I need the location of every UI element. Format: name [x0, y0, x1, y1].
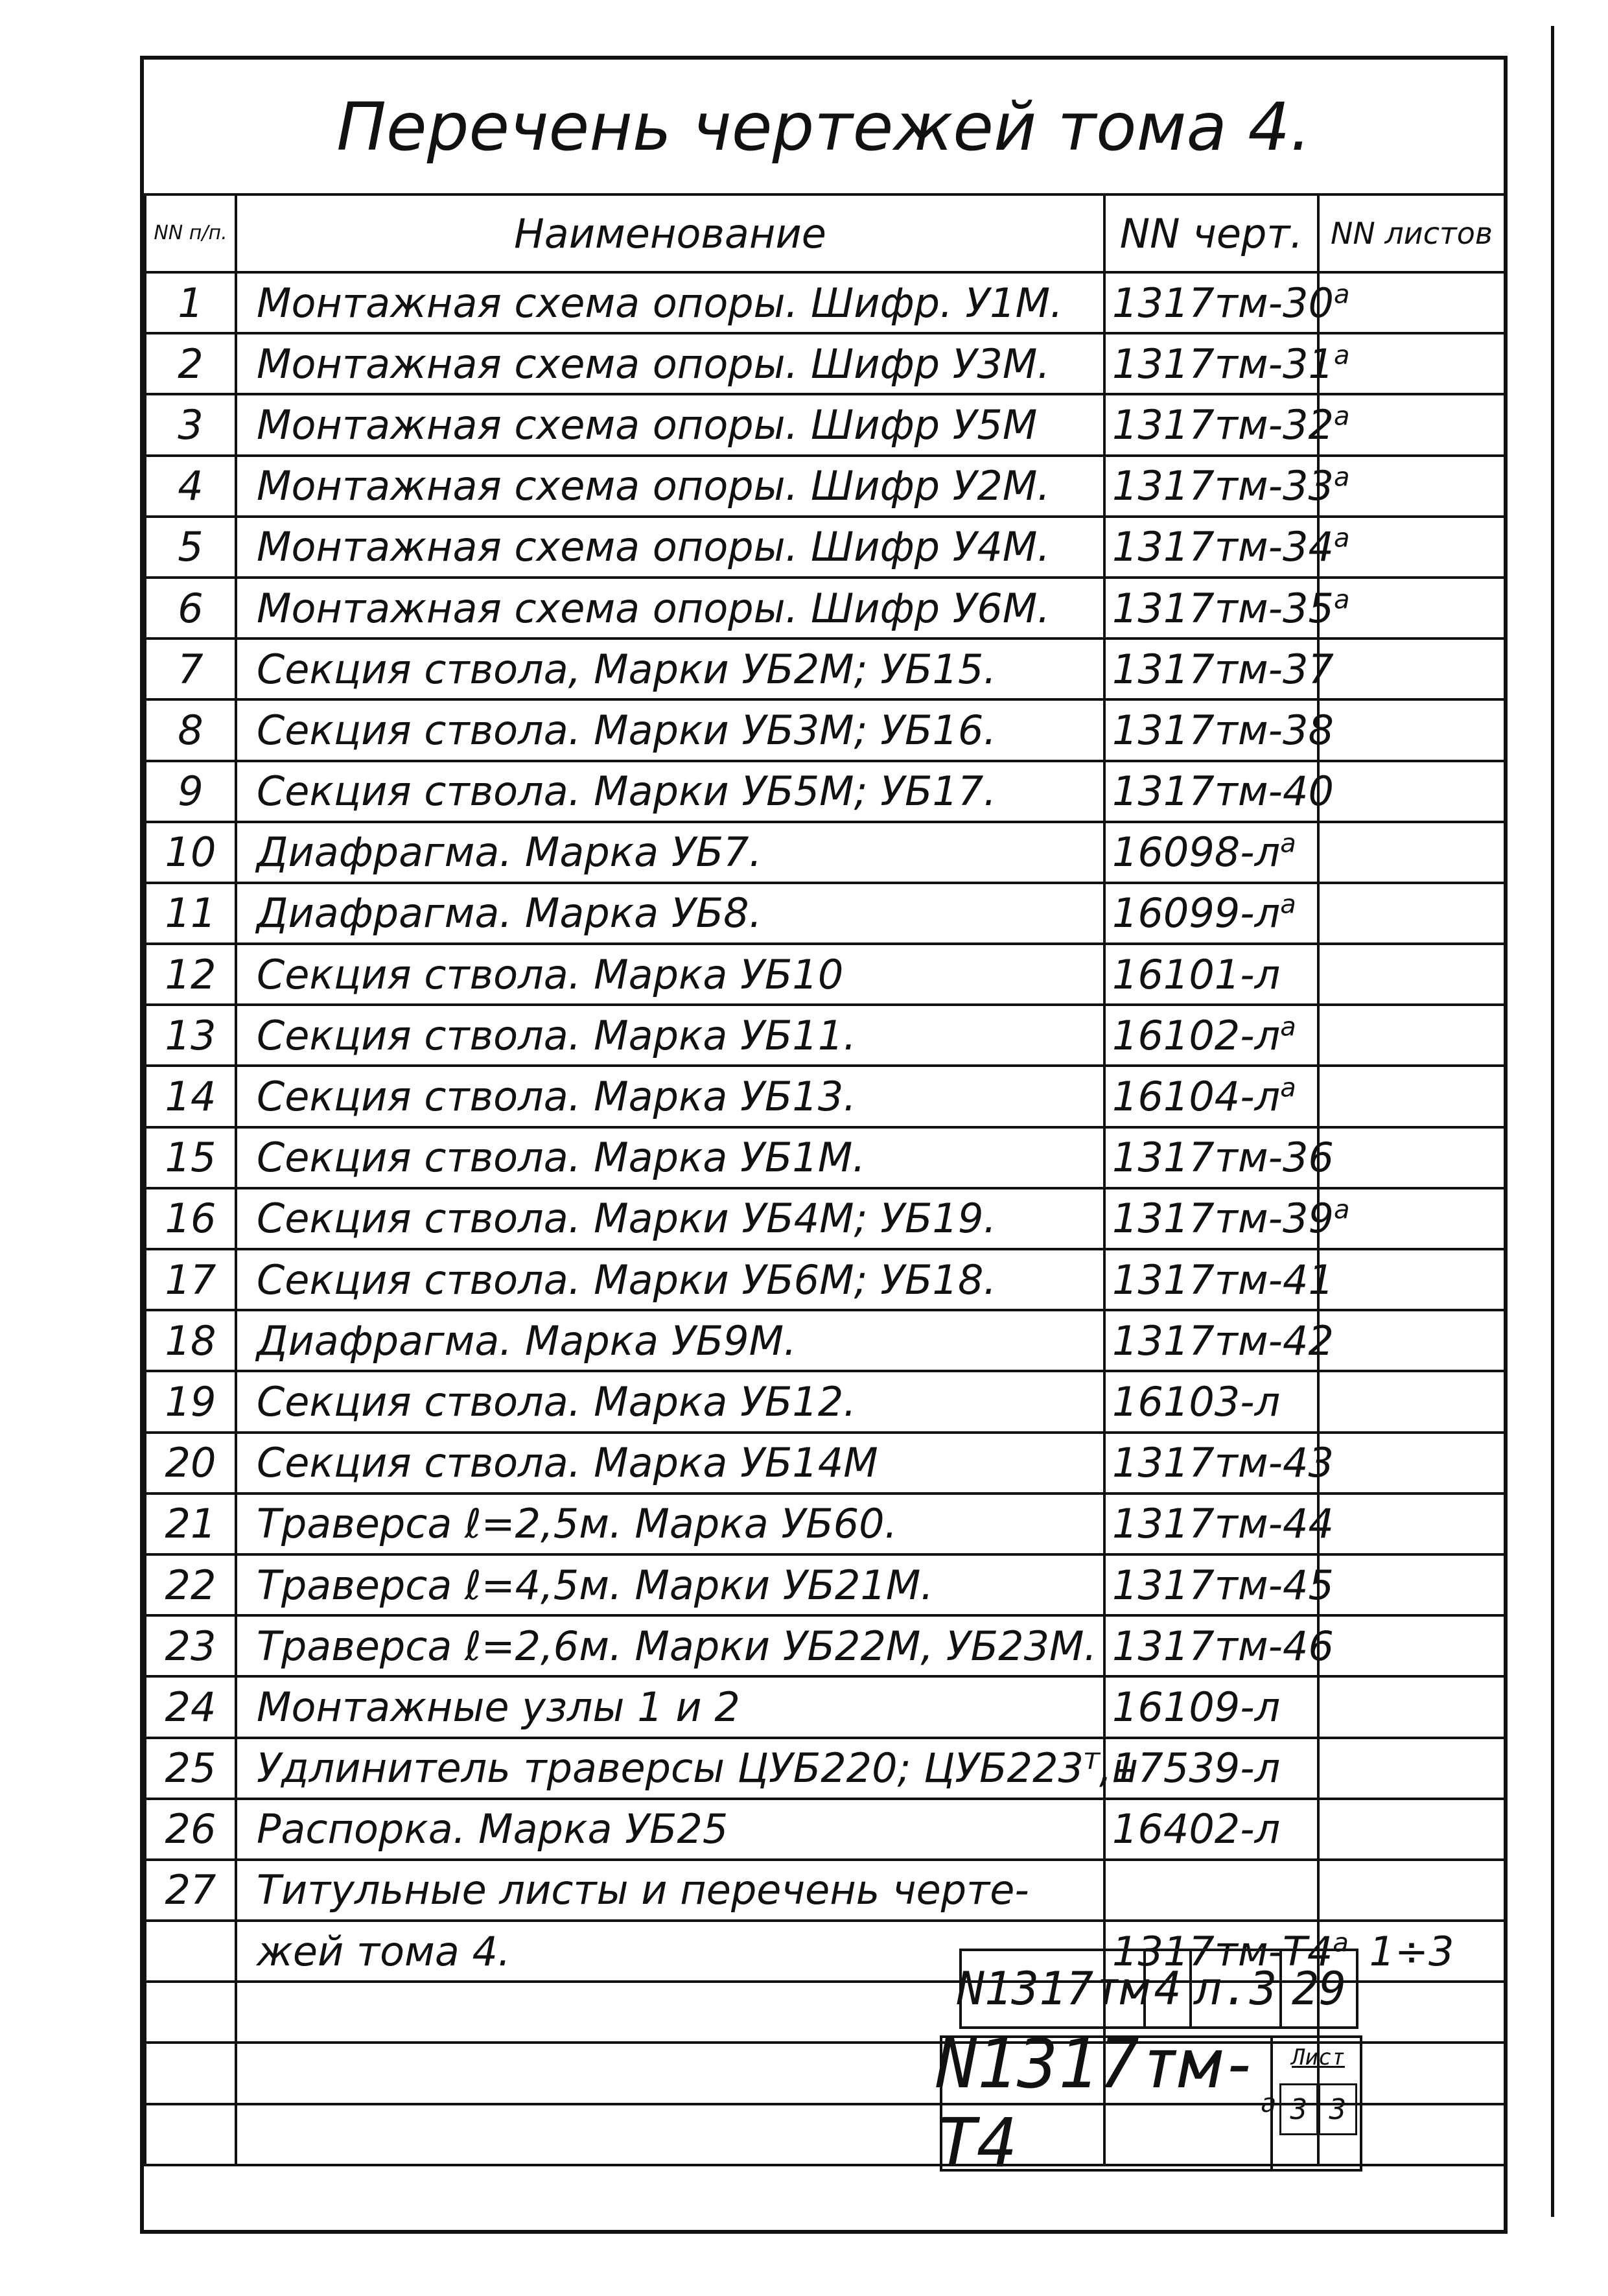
row-drawing-code-cell — [1104, 578, 1350, 638]
row-number — [145, 1921, 236, 1982]
table-row — [145, 1005, 1505, 1066]
row-drawing-code-cell — [1104, 1371, 1318, 1432]
row-drawing-code-cell — [1104, 1188, 1350, 1249]
table-row — [145, 761, 1505, 822]
row-drawing-code: 1317тм-30 — [1112, 279, 1334, 327]
table-row — [145, 883, 1505, 944]
page-title: Перечень чертежей тома 4. — [336, 89, 1311, 166]
row-revision-mark: a — [1333, 523, 1350, 554]
row-title: Траверса ℓ=4,5м. Марки УБ21М. — [236, 1554, 1104, 1615]
row-drawing-code-cell — [1104, 1799, 1318, 1860]
stamp-sheet-number: 3 — [1279, 2083, 1318, 2135]
row-drawing-code-cell — [1104, 1494, 1334, 1554]
row-number: 25 — [145, 1738, 236, 1799]
small-stamp — [959, 1949, 1358, 2029]
header-drawing: NN черт. — [1104, 194, 1318, 272]
header-name: Наименование — [236, 194, 1104, 272]
row-drawing-code: 1317тм-43 — [1112, 1439, 1334, 1487]
binding-edge-line — [1551, 26, 1554, 2217]
row-drawing-code: 1317тм-40 — [1112, 767, 1334, 815]
table-row — [145, 699, 1505, 760]
table-row — [145, 638, 1505, 699]
row-drawing-code-cell — [1104, 761, 1334, 822]
row-sheets — [1318, 1371, 1505, 1432]
row-sheets: 1÷3 — [1318, 1921, 1505, 1982]
row-sheets — [1318, 761, 1505, 822]
small-stamp-volume: 4 — [1146, 1951, 1192, 2026]
row-sheets — [1318, 1066, 1505, 1127]
stamp-code-text: N1317тм-Т4 — [936, 2024, 1261, 2183]
row-title: Титульные листы и перечень черте- — [236, 1860, 1104, 1921]
row-sheets — [1318, 638, 1505, 699]
row-drawing-code-cell — [1104, 1676, 1318, 1737]
row-drawing-code: 1317тм-42 — [1112, 1317, 1334, 1365]
row-drawing-code: 1317тм-41 — [1112, 1256, 1334, 1304]
row-revision-mark: a — [1280, 1012, 1296, 1042]
header-num: NN п/п. — [145, 194, 236, 272]
row-title: Траверса ℓ=2,5м. Марка УБ60. — [236, 1494, 1104, 1554]
row-sheets — [1318, 883, 1505, 944]
row-drawing-code: 16109-л — [1112, 1683, 1281, 1731]
drawing-sheet-frame — [140, 56, 1508, 2234]
row-drawing-code: 16103-л — [1112, 1377, 1281, 1425]
stamp-sheet-label: Лист — [1292, 2044, 1345, 2070]
stamp-document-code — [936, 2024, 1277, 2183]
row-drawing-code: 17539-л — [1112, 1744, 1281, 1792]
row-sheets — [1318, 1615, 1505, 1676]
row-title: Диафрагма. Марка УБ8. — [236, 883, 1104, 944]
row-title: Монтажные узлы 1 и 2 — [236, 1676, 1104, 1737]
table-row — [145, 1554, 1505, 1615]
row-drawing-code: 1317тм-31 — [1112, 340, 1334, 388]
table-row — [145, 822, 1505, 883]
row-title: Монтажная схема опоры. Шифр У3М. — [236, 333, 1104, 394]
row-drawing-code: 16098-л — [1112, 828, 1281, 876]
row-title: Диафрагма. Марка УБ9М. — [236, 1310, 1104, 1371]
row-number — [145, 2043, 236, 2103]
row-title: Удлинитель траверсы ЦУБ220; ЦУБ223ᵀ,н — [236, 1738, 1104, 1799]
row-revision-mark: a — [1280, 1073, 1296, 1103]
row-number: 9 — [145, 761, 236, 822]
drawings-table — [144, 193, 1506, 2166]
row-drawing-code-cell — [1104, 272, 1350, 333]
row-drawing-code-cell — [1104, 883, 1318, 944]
small-stamp-total: 29 — [1292, 1962, 1347, 2015]
table-header-row — [145, 194, 1505, 272]
row-number: 23 — [145, 1615, 236, 1676]
row-drawing-code-cell — [1104, 333, 1350, 394]
row-title: Секция ствола, Марки УБ2М; УБ15. — [236, 638, 1104, 699]
row-drawing-code: 16099-л — [1112, 889, 1281, 937]
row-drawing-code-cell — [1104, 1615, 1334, 1676]
row-number: 4 — [145, 456, 236, 517]
row-drawing-code: 1317тм-34 — [1112, 523, 1334, 571]
row-drawing-code: 1317тм-38 — [1112, 706, 1334, 754]
row-drawing-code: 1317тм-46 — [1112, 1622, 1334, 1670]
row-sheets — [1318, 1799, 1505, 1860]
table-row — [145, 1615, 1505, 1676]
row-number: 2 — [145, 333, 236, 394]
row-revision-mark: a — [1280, 828, 1296, 859]
row-drawing-code: 16402-л — [1112, 1805, 1281, 1853]
row-drawing-code-cell — [1104, 1005, 1318, 1066]
row-number: 19 — [145, 1371, 236, 1432]
row-number: 5 — [145, 517, 236, 578]
table-row — [145, 1494, 1505, 1554]
row-drawing-code-cell — [1104, 1738, 1318, 1799]
row-drawing-code: 1317тм-32 — [1112, 401, 1334, 449]
row-drawing-code: 16102-л — [1112, 1011, 1281, 1059]
table-row — [145, 1249, 1505, 1310]
row-number: 15 — [145, 1127, 236, 1188]
row-title: Секция ствола. Марки УБ4М; УБ19. — [236, 1188, 1104, 1249]
row-revision-mark: a — [1333, 279, 1350, 309]
row-number: 24 — [145, 1676, 236, 1737]
table-row — [145, 1860, 1505, 1921]
row-sheets — [1318, 1249, 1505, 1310]
header-sheets: NN листов — [1318, 194, 1505, 272]
row-drawing-code: 1317тм-45 — [1112, 1561, 1334, 1609]
row-drawing-code: 16104-л — [1112, 1073, 1281, 1121]
table-row — [145, 1676, 1505, 1737]
row-revision-mark: a — [1333, 584, 1350, 615]
row-revision-mark: a — [1333, 462, 1350, 493]
row-title: Монтажная схема опоры. Шифр. У1М. — [236, 272, 1104, 333]
row-number: 26 — [145, 1799, 236, 1860]
row-title: жей тома 4. — [236, 1921, 1104, 1982]
row-title: Диафрагма. Марка УБ7. — [236, 822, 1104, 883]
row-drawing-code: 1317тм-39 — [1112, 1195, 1334, 1243]
row-title: Траверса ℓ=2,6м. Марки УБ22М, УБ23М. — [236, 1615, 1104, 1676]
row-drawing-code-cell — [1104, 1066, 1318, 1127]
row-title: Секция ствола. Марки УБ3М; УБ16. — [236, 699, 1104, 760]
row-number: 27 — [145, 1860, 236, 1921]
row-drawing-code-cell — [1104, 517, 1350, 578]
row-drawing-code: 1317тм-44 — [1112, 1500, 1334, 1548]
row-number: 21 — [145, 1494, 236, 1554]
row-number: 10 — [145, 822, 236, 883]
row-number: 14 — [145, 1066, 236, 1127]
row-drawing-code-cell — [1104, 456, 1350, 517]
stamp-revision: a — [1261, 2089, 1277, 2118]
table-row — [145, 1799, 1505, 1860]
table-row — [145, 1066, 1505, 1127]
table-row — [145, 394, 1505, 455]
row-drawing-code-cell — [1104, 1860, 1318, 1921]
row-drawing-code: 1317тм-36 — [1112, 1134, 1334, 1182]
row-drawing-code: 1317тм-33 — [1112, 462, 1334, 510]
row-drawing-code: 1317тм-37 — [1112, 645, 1334, 693]
row-number: 20 — [145, 1433, 236, 1494]
small-stamp-code: N1317тм — [962, 1951, 1146, 2026]
row-number: 3 — [145, 394, 236, 455]
row-number: 6 — [145, 578, 236, 638]
row-number — [145, 1982, 236, 2043]
stamp-sheet-cells — [1279, 2083, 1357, 2135]
row-drawing-code: 1317тм-Т4 — [1112, 1927, 1333, 1975]
row-revision-mark: a — [1280, 889, 1296, 920]
row-title: Секция ствола. Марка УБ12. — [236, 1371, 1104, 1432]
row-drawing-code-cell — [1104, 1310, 1334, 1371]
table-row — [145, 1433, 1505, 1494]
row-title: Секция ствола. Марка УБ1М. — [236, 1127, 1104, 1188]
row-title: Секция ствола. Марка УБ13. — [236, 1066, 1104, 1127]
row-number: 8 — [145, 699, 236, 760]
table-row — [145, 1371, 1505, 1432]
row-revision-mark: a — [1333, 401, 1350, 432]
table-row — [145, 578, 1505, 638]
row-title: Монтажная схема опоры. Шифр У2М. — [236, 456, 1104, 517]
row-drawing-code-cell — [1104, 1554, 1334, 1615]
row-sheets — [1318, 1860, 1505, 1921]
row-number: 11 — [145, 883, 236, 944]
row-number: 18 — [145, 1310, 236, 1371]
row-title: Секция ствола. Марка УБ11. — [236, 1005, 1104, 1066]
table-row — [145, 272, 1505, 333]
row-drawing-code-cell — [1104, 1249, 1334, 1310]
row-sheets — [1318, 1738, 1505, 1799]
row-sheets — [1318, 1494, 1505, 1554]
row-drawing-code: 1317тм-35 — [1112, 584, 1334, 632]
row-title: Секция ствола. Марки УБ6М; УБ18. — [236, 1249, 1104, 1310]
table-row — [145, 456, 1505, 517]
row-title: Секция ствола. Марка УБ10 — [236, 944, 1104, 1005]
table-row — [145, 1738, 1505, 1799]
table-row — [145, 517, 1505, 578]
row-sheets — [1318, 1127, 1505, 1188]
table-body — [145, 272, 1505, 2165]
stamp-sheet-count: 3 — [1318, 2083, 1357, 2135]
row-number: 12 — [145, 944, 236, 1005]
row-number: 7 — [145, 638, 236, 699]
row-number: 17 — [145, 1249, 236, 1310]
table-row — [145, 1127, 1505, 1188]
row-drawing-code-cell — [1104, 822, 1318, 883]
table-row — [145, 333, 1505, 394]
row-title: Монтажная схема опоры. Шифр У4М. — [236, 517, 1104, 578]
row-drawing-code-cell — [1104, 394, 1350, 455]
row-sheets — [1318, 1554, 1505, 1615]
row-sheets — [1318, 822, 1505, 883]
row-title: Монтажная схема опоры. Шифр У5М — [236, 394, 1104, 455]
row-sheets — [1318, 1433, 1505, 1494]
row-drawing-code: 16101-л — [1112, 950, 1281, 998]
table-row — [145, 1310, 1505, 1371]
table-row — [145, 1188, 1505, 1249]
row-drawing-code-cell — [1104, 699, 1334, 760]
row-number: 16 — [145, 1188, 236, 1249]
row-revision-mark: a — [1333, 1195, 1350, 1225]
row-title: Секция ствола. Марка УБ14М — [236, 1433, 1104, 1494]
row-sheets — [1318, 1005, 1505, 1066]
row-drawing-code-cell — [1104, 1433, 1334, 1494]
row-sheets — [1318, 699, 1505, 760]
row-sheets — [1318, 944, 1505, 1005]
row-number — [145, 2104, 236, 2165]
row-number: 22 — [145, 1554, 236, 1615]
row-number: 13 — [145, 1005, 236, 1066]
row-title: Распорка. Марка УБ25 — [236, 1799, 1104, 1860]
table-row — [145, 944, 1505, 1005]
small-stamp-sheet: л.3 — [1192, 1951, 1282, 2026]
row-title: Монтажная схема опоры. Шифр У6М. — [236, 578, 1104, 638]
row-number: 1 — [145, 272, 236, 333]
row-drawing-code-cell — [1104, 944, 1318, 1005]
row-revision-mark: a — [1333, 340, 1350, 371]
row-sheets — [1318, 1676, 1505, 1737]
title-stamp — [936, 2024, 1362, 2183]
row-drawing-code-cell — [1104, 1127, 1334, 1188]
row-sheets — [1318, 1310, 1505, 1371]
row-drawing-code-cell — [1104, 638, 1334, 699]
row-revision-mark: a — [1333, 1928, 1349, 1958]
row-title: Секция ствола. Марки УБ5М; УБ17. — [236, 761, 1104, 822]
